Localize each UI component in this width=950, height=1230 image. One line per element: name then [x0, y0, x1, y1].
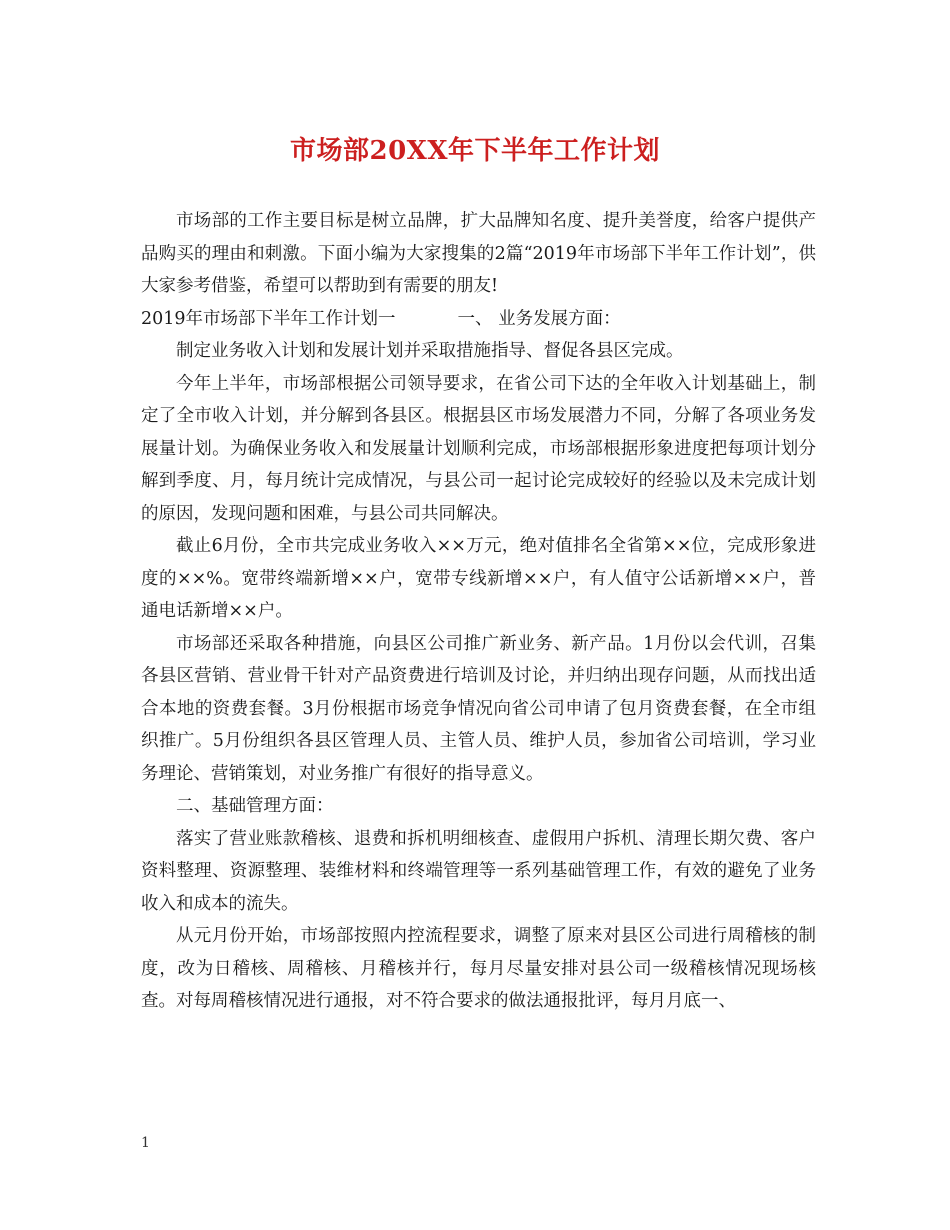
intro-paragraph: 市场部的工作主要目标是树立品牌，扩大品牌知名度、提升美誉度，给客户提供产品购买的理由和刺激。下面小编为大家搜集的2篇“2019年市场部下半年工作计划”，供大家参考借鉴，希望可以帮助到有需要的朋友!: [141, 211, 816, 296]
paragraph-7: 从元月份开始，市场部按照内控流程要求，调整了原来对县区公司进行周稽核的制度，改为日稽核、周稽核、月稽核并行，每月尽量安排对县公司一级稽核情况现场核查。对每周稽核情况进行通报，对不符合要求的做法通报批评，每月月底一、: [141, 926, 816, 1011]
paragraph-2: 今年上半年，市场部根据公司领导要求，在省公司下达的全年收入计划基础上，制定了全市收入计划，并分解到各县区。根据县区市场发展潜力不同，分解了各项业务发展量计划。为确保业务收入和发展量计划顺利完成，市场部根据形象进度把每项计划分解到季度、月，每月统计完成情况，与县公司一起讨论完成较好的经验以及未完成计划的原因，发现问题和困难，与县公司共同解决。: [141, 373, 816, 524]
section-two-heading: 二、基础管理方面：: [176, 796, 334, 816]
paragraph-3: 截止6月份，全市共完成业务收入××万元，绝对值排名全省第××位，完成形象进度的××%。宽带终端新增××户，宽带专线新增××户，有人值守公话新增××户，普通电话新增××户。: [141, 536, 816, 621]
section-one-heading: 一、 业务发展方面：: [457, 308, 621, 329]
document-body: [141, 205, 816, 1018]
plan-heading: 2019年市场部下半年工作计划一: [141, 308, 396, 329]
document-title: 市场部20XX年下半年工作计划: [289, 136, 661, 166]
paragraph-6: 落实了营业账款稽核、退费和拆机明细核查、虚假用户拆机、清理长期欠费、客户资料整理、资源整理、装维材料和终端管理等一系列基础管理工作，有效的避免了业务收入和成本的流失。: [141, 828, 816, 914]
paragraph-1: 制定业务收入计划和发展计划并采取措施指导、督促各县区完成。: [176, 341, 684, 361]
page-number: 1: [141, 1135, 150, 1151]
paragraph-4: 市场部还采取各种措施，向县区公司推广新业务、新产品。1月份以会代训，召集各县区营销、营业骨干针对产品资费进行培训及讨论，并归纳出现存问题，从而找出适合本地的资费套餐。3月份根据市场竞争情况向省公司申请了包月资费套餐，在全市组织推广。5月份组织各县区管理人员、主管人员、维护人员，参加省公司培训，学习业务理论、营销策划，对业务推广有很好的指导意义。: [141, 633, 816, 784]
plan-heading-line: [141, 303, 816, 336]
